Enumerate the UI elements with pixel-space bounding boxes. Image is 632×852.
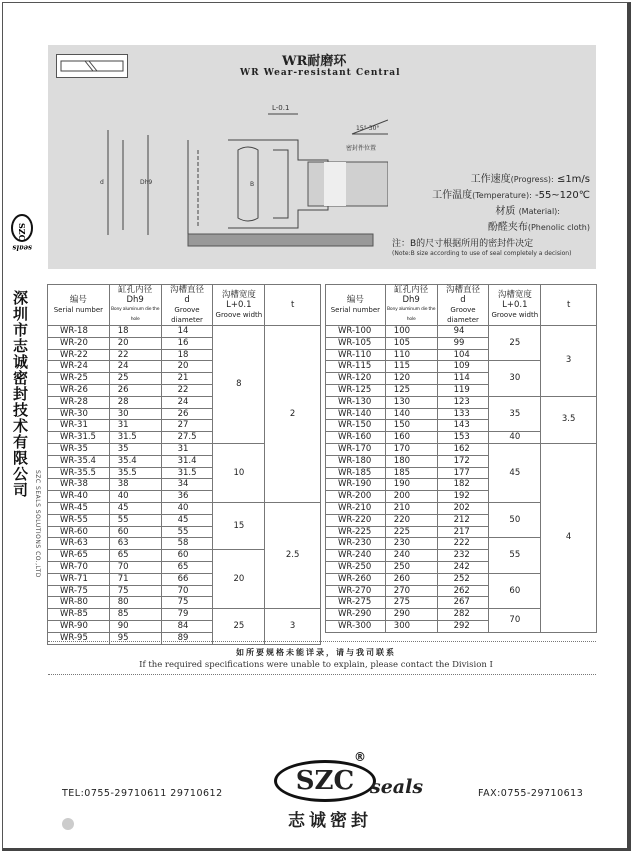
cell-t: 3: [265, 609, 321, 644]
cell-serial: WR-65: [48, 550, 110, 562]
spec-table-left: [47, 284, 321, 645]
cell-d: 31.4: [161, 455, 213, 467]
cell-serial: WR-63: [48, 538, 110, 550]
cell-d: 202: [437, 502, 489, 514]
cell-serial: WR-105: [326, 337, 386, 349]
registered-mark: ®: [354, 750, 366, 764]
contact-note-en: If the required specifications were unable to explain, please contact the Division I: [139, 660, 493, 670]
cell-d: 252: [437, 573, 489, 585]
cell-dh: 75: [109, 585, 161, 597]
col-l: 沟槽宽度 L+0.1 Groove width: [213, 285, 265, 326]
cell-d: 133: [437, 408, 489, 420]
cell-serial: WR-230: [326, 538, 386, 550]
cell-dh: 150: [385, 420, 437, 432]
cell-d: 31: [161, 443, 213, 455]
col-serial: 编号 Serial number: [326, 285, 386, 326]
col-serial: 编号 Serial number: [48, 285, 110, 326]
cell-dh: 65: [109, 550, 161, 562]
svg-text:seals: seals: [12, 243, 32, 253]
cell-groove-width: 15: [213, 502, 265, 549]
cell-serial: WR-31.5: [48, 432, 110, 444]
cell-serial: WR-70: [48, 561, 110, 573]
technical-drawing: [88, 100, 388, 252]
cell-dh: 31.5: [109, 432, 161, 444]
cell-groove-width: 55: [489, 538, 541, 573]
cell-groove-width: 8: [213, 326, 265, 444]
cell-dh: 240: [385, 550, 437, 562]
cell-d: 20: [161, 361, 213, 373]
cell-dh: 38: [109, 479, 161, 491]
cell-d: 172: [437, 455, 489, 467]
fax-number: FAX:0755-29710613: [478, 788, 584, 799]
cell-d: 58: [161, 538, 213, 550]
cell-serial: WR-260: [326, 573, 386, 585]
cell-dh: 290: [385, 609, 437, 621]
brand-cn: 志诚密封: [288, 811, 372, 831]
cell-serial: WR-85: [48, 609, 110, 621]
cell-t: 3: [541, 326, 597, 397]
cell-serial: WR-95: [48, 632, 110, 644]
cell-serial: WR-80: [48, 597, 110, 609]
cell-serial: WR-22: [48, 349, 110, 361]
cell-serial: WR-35: [48, 443, 110, 455]
page-title-en: WR Wear-resistant Central: [240, 68, 401, 78]
spec-table-right: [325, 284, 597, 633]
page-title-cn: WR耐磨环: [282, 54, 347, 69]
cell-dh: 170: [385, 443, 437, 455]
cell-serial: WR-125: [326, 384, 386, 396]
label-angle: 15°-30°: [356, 125, 380, 132]
cell-dh: 35: [109, 443, 161, 455]
cell-serial: WR-130: [326, 396, 386, 408]
cell-d: 292: [437, 620, 489, 632]
cell-serial: WR-220: [326, 514, 386, 526]
cell-d: 79: [161, 609, 213, 621]
cell-serial: WR-275: [326, 597, 386, 609]
cell-dh: 220: [385, 514, 437, 526]
cell-dh: 270: [385, 585, 437, 597]
cell-dh: 30: [109, 408, 161, 420]
cell-d: 21: [161, 373, 213, 385]
table-row: [48, 326, 321, 338]
cell-d: 267: [437, 597, 489, 609]
cell-d: 65: [161, 561, 213, 573]
cell-d: 36: [161, 491, 213, 503]
cell-serial: WR-185: [326, 467, 386, 479]
cell-serial: WR-75: [48, 585, 110, 597]
cell-dh: 80: [109, 597, 161, 609]
cell-dh: 120: [385, 373, 437, 385]
cell-d: 232: [437, 550, 489, 562]
svg-text:SZC: SZC: [17, 223, 27, 241]
cell-serial: WR-210: [326, 502, 386, 514]
cell-d: 27: [161, 420, 213, 432]
cell-d: 94: [437, 326, 489, 338]
szc-logo-icon: [8, 212, 40, 262]
cell-serial: WR-110: [326, 349, 386, 361]
cell-d: 31.5: [161, 467, 213, 479]
note-en: (Note:B size according to use of seal completely a decision): [392, 250, 572, 257]
contact-note-cn: 如所要规格未能详录，请与我司联系: [236, 648, 396, 657]
cell-groove-width: 20: [213, 550, 265, 609]
cell-serial: WR-240: [326, 550, 386, 562]
cell-d: 60: [161, 550, 213, 562]
cell-serial: WR-120: [326, 373, 386, 385]
spec-list: [400, 172, 590, 236]
cell-dh: 100: [385, 326, 437, 338]
wear-ring-icon: [57, 55, 127, 77]
cell-groove-width: 35: [489, 396, 541, 431]
cell-serial: WR-90: [48, 620, 110, 632]
cell-d: 26: [161, 408, 213, 420]
cell-serial: WR-24: [48, 361, 110, 373]
cell-d: 89: [161, 632, 213, 644]
cell-dh: 31: [109, 420, 161, 432]
cell-d: 182: [437, 479, 489, 491]
cell-serial: WR-200: [326, 491, 386, 503]
cell-dh: 20: [109, 337, 161, 349]
brand-seals: seals: [370, 776, 424, 798]
cell-d: 22: [161, 384, 213, 396]
col-t: t: [265, 285, 321, 326]
cell-serial: WR-28: [48, 396, 110, 408]
cell-dh: 26: [109, 384, 161, 396]
cell-groove-width: 50: [489, 502, 541, 537]
cell-dh: 190: [385, 479, 437, 491]
cell-d: 212: [437, 514, 489, 526]
cell-d: 109: [437, 361, 489, 373]
cell-groove-width: 45: [489, 443, 541, 502]
cell-d: 84: [161, 620, 213, 632]
cell-dh: 225: [385, 526, 437, 538]
cell-serial: WR-290: [326, 609, 386, 621]
cell-dh: 85: [109, 609, 161, 621]
cell-serial: WR-100: [326, 326, 386, 338]
cell-serial: WR-170: [326, 443, 386, 455]
cell-dh: 275: [385, 597, 437, 609]
cell-d: 143: [437, 420, 489, 432]
cell-dh: 110: [385, 349, 437, 361]
col-dh: 缸孔内径 Dh9 Bony aluminum die the hole: [109, 285, 161, 326]
cell-groove-width: 30: [489, 361, 541, 396]
cell-d: 70: [161, 585, 213, 597]
cell-d: 192: [437, 491, 489, 503]
product-thumbnail: [56, 54, 128, 78]
cell-d: 282: [437, 609, 489, 621]
cell-serial: WR-35.5: [48, 467, 110, 479]
brand-logo: SZC: [274, 760, 376, 802]
cell-serial: WR-55: [48, 514, 110, 526]
divider: [48, 674, 596, 675]
label-l: L-0.1: [272, 104, 290, 112]
cell-d: 162: [437, 443, 489, 455]
cell-serial: WR-250: [326, 561, 386, 573]
cell-dh: 35.5: [109, 467, 161, 479]
col-d: 沟槽直径 d Groove diameter: [437, 285, 489, 326]
cell-dh: 200: [385, 491, 437, 503]
cell-dh: 105: [385, 337, 437, 349]
cell-d: 16: [161, 337, 213, 349]
cell-dh: 63: [109, 538, 161, 550]
table-row: [326, 396, 597, 408]
cell-groove-width: 40: [489, 432, 541, 444]
cell-serial: WR-71: [48, 573, 110, 585]
cell-d: 177: [437, 467, 489, 479]
cell-serial: WR-31: [48, 420, 110, 432]
cell-dh: 250: [385, 561, 437, 573]
cell-serial: WR-40: [48, 491, 110, 503]
cell-dh: 90: [109, 620, 161, 632]
cell-dh: 18: [109, 326, 161, 338]
cell-dh: 300: [385, 620, 437, 632]
cell-dh: 210: [385, 502, 437, 514]
cell-groove-width: 25: [489, 326, 541, 361]
cell-dh: 45: [109, 502, 161, 514]
size-note: [392, 236, 592, 257]
cell-groove-width: 25: [213, 609, 265, 644]
cell-serial: WR-18: [48, 326, 110, 338]
sidebar-logo: [8, 212, 40, 262]
cell-dh: 71: [109, 573, 161, 585]
cell-dh: 22: [109, 349, 161, 361]
cell-d: 75: [161, 597, 213, 609]
cell-serial: WR-270: [326, 585, 386, 597]
sidebar-company-en: SZC SEALS SOLUTIONS CO.,LTD: [34, 470, 41, 578]
cell-dh: 60: [109, 526, 161, 538]
cell-serial: WR-180: [326, 455, 386, 467]
cell-t: 2.5: [265, 502, 321, 608]
table-body-left: [48, 326, 321, 645]
cell-d: 119: [437, 384, 489, 396]
sidebar-company-cn: 深圳市志诚密封技术有限公司: [11, 290, 29, 498]
col-d: 沟槽直径 d Groove diameter: [161, 285, 213, 326]
table-row: [48, 609, 321, 621]
table-body-right: [326, 326, 597, 633]
cell-t: 2: [265, 326, 321, 503]
cell-d: 153: [437, 432, 489, 444]
cell-serial: WR-45: [48, 502, 110, 514]
cell-serial: WR-38: [48, 479, 110, 491]
cell-d: 34: [161, 479, 213, 491]
cell-dh: 185: [385, 467, 437, 479]
label-d: d: [100, 179, 104, 186]
cell-d: 14: [161, 326, 213, 338]
table-row: [326, 443, 597, 455]
cell-serial: WR-225: [326, 526, 386, 538]
col-l: 沟槽宽度 L+0.1 Groove width: [489, 285, 541, 326]
cell-serial: WR-115: [326, 361, 386, 373]
cell-dh: 28: [109, 396, 161, 408]
cell-t: 3.5: [541, 396, 597, 443]
spec-speed: 工作速度(Progress): ≤1m/s: [470, 174, 590, 185]
table-row: [48, 502, 321, 514]
spec-material-value: 酚醛夹布(Phenolic cloth): [487, 222, 590, 233]
cell-d: 217: [437, 526, 489, 538]
cell-dh: 260: [385, 573, 437, 585]
note-cn: 注：B的尺寸根据所用的密封件决定: [392, 239, 534, 249]
cell-serial: WR-60: [48, 526, 110, 538]
cell-d: 242: [437, 561, 489, 573]
phone-number: TEL:0755-29710611 29710612: [62, 788, 223, 799]
cell-d: 222: [437, 538, 489, 550]
cell-dh: 125: [385, 384, 437, 396]
cell-serial: WR-140: [326, 408, 386, 420]
label-b: B: [250, 181, 255, 188]
col-t: t: [541, 285, 597, 326]
cell-d: 55: [161, 526, 213, 538]
cell-d: 40: [161, 502, 213, 514]
cell-serial: WR-35.4: [48, 455, 110, 467]
cell-d: 104: [437, 349, 489, 361]
cell-dh: 140: [385, 408, 437, 420]
cell-d: 262: [437, 585, 489, 597]
cell-dh: 160: [385, 432, 437, 444]
cell-d: 66: [161, 573, 213, 585]
cell-dh: 230: [385, 538, 437, 550]
cell-serial: WR-300: [326, 620, 386, 632]
cell-dh: 70: [109, 561, 161, 573]
cell-dh: 180: [385, 455, 437, 467]
cell-dh: 55: [109, 514, 161, 526]
divider: [48, 641, 596, 642]
spec-material: 材质 (Material):: [495, 206, 560, 217]
cell-groove-width: 70: [489, 609, 541, 633]
cell-d: 123: [437, 396, 489, 408]
label-seal: 密封件位置: [346, 145, 377, 152]
cell-groove-width: 10: [213, 443, 265, 502]
col-dh: 缸孔内径 Dh9 Bony aluminum die the hole: [385, 285, 437, 326]
cell-serial: WR-160: [326, 432, 386, 444]
cell-dh: 25: [109, 373, 161, 385]
table-row: [326, 326, 597, 338]
cell-d: 99: [437, 337, 489, 349]
cell-groove-width: 60: [489, 573, 541, 608]
cell-serial: WR-150: [326, 420, 386, 432]
cell-serial: WR-190: [326, 479, 386, 491]
spec-temperature: 工作温度(Temperature): -55~120℃: [432, 190, 590, 201]
cell-d: 24: [161, 396, 213, 408]
cell-serial: WR-30: [48, 408, 110, 420]
cell-dh: 24: [109, 361, 161, 373]
cell-dh: 130: [385, 396, 437, 408]
cell-serial: WR-25: [48, 373, 110, 385]
label-dh: Dh9: [140, 179, 153, 186]
cell-dh: 115: [385, 361, 437, 373]
binder-hole-icon: [62, 818, 74, 830]
cell-d: 45: [161, 514, 213, 526]
cell-dh: 40: [109, 491, 161, 503]
cell-serial: WR-20: [48, 337, 110, 349]
cell-serial: WR-26: [48, 384, 110, 396]
cell-t: 4: [541, 443, 597, 632]
cell-d: 27.5: [161, 432, 213, 444]
cell-dh: 95: [109, 632, 161, 644]
cell-d: 114: [437, 373, 489, 385]
cell-dh: 35.4: [109, 455, 161, 467]
cell-d: 18: [161, 349, 213, 361]
